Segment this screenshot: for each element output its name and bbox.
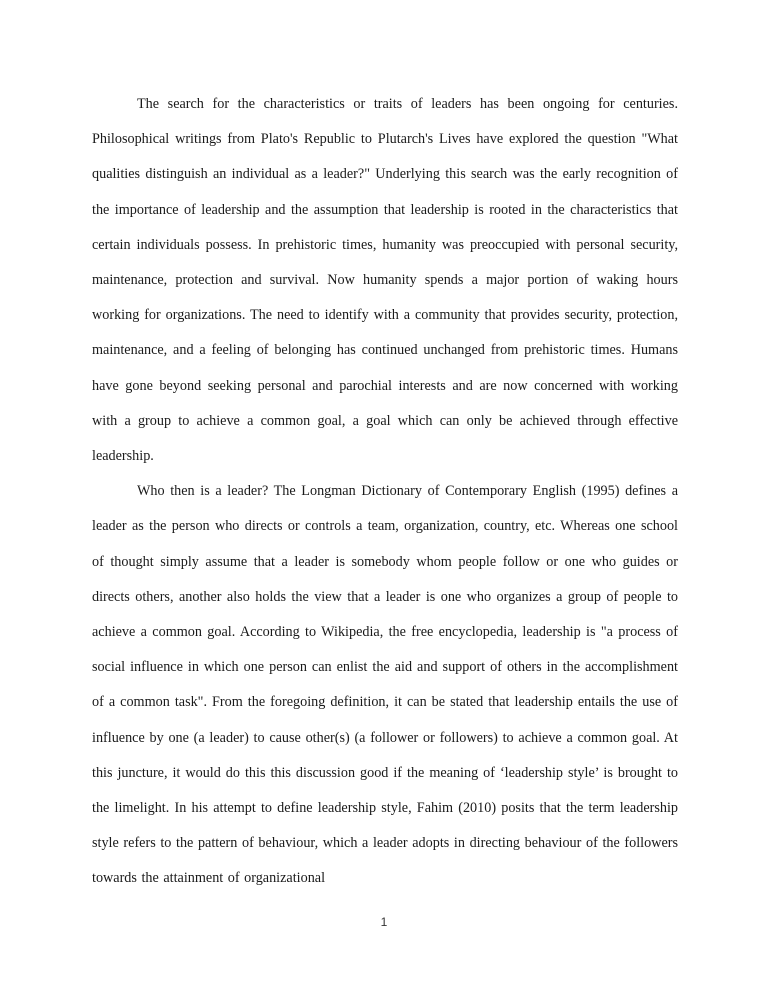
page-number: 1	[380, 915, 388, 929]
paragraph-1: The search for the characteristics or traits of leaders has been ongoing for centuries. Philosophical writings from Plato's Republic to Plutarch's Lives have explored the question "What qualities distinguish an individual as a leader?" Underlying this search was the early recognition of the importance of leadership and the assumption that leadership is rooted in the characteristics that certain individuals possess. In prehistoric times, humanity was preoccupied with personal security, maintenance, protection and survival. Now humanity spends a major portion of waking hours working for organizations. The need to identify with a community that provides security, protection, maintenance, and a feeling of belonging has continued unchanged from prehistoric times. Humans have gone beyond seeking personal and parochial interests and are now concerned with working with a group to achieve a common goal, a goal which can only be achieved through effective leadership.	[92, 96, 678, 465]
paragraph-2: Who then is a leader? The Longman Dictionary of Contemporary English (1995) defines a leader as the person who directs or controls a team, organization, country, etc. Whereas one school of thought simply assume that a leader is somebody whom people follow or one who guides or directs others, another also holds the view that a leader is one who organizes a group of people to achieve a common goal. According to Wikipedia, the free encyclopedia, leadership is "a process of social influence in which one person can enlist the aid and support of others in the accomplishment of a common task". From the foregoing definition, it can be stated that leadership entails the use of influence by one (a leader) to cause other(s) (a follower or followers) to achieve a common goal. At this juncture, it would do this this discussion good if the meaning of ‘leadership style’ is brought to the limelight. In his attempt to define leadership style, Fahim (2010) posits that the term leadership style refers to the pattern of behaviour, which a leader adopts in directing behaviour of the followers towards the attainment of organizational	[92, 483, 678, 887]
body-text	[92, 87, 678, 897]
